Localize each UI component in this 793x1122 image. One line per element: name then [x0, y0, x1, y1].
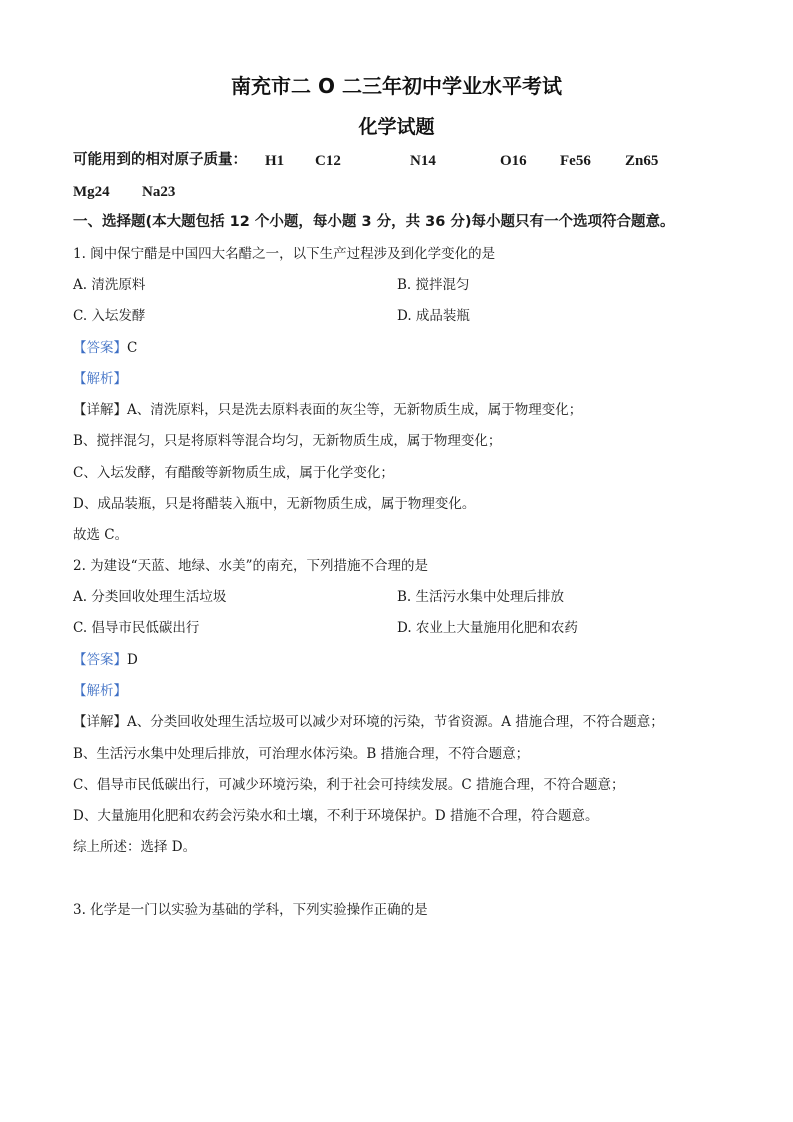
- atomic-mass-na: Na23: [142, 184, 176, 200]
- section-heading: 一、选择题(本大题包括 12 个小题，每小题 3 分，共 36 分)每小题只有一个选项符合题意。: [73, 214, 675, 230]
- question-1-detail-line-1: [73, 401, 582, 419]
- question-2-option-d: D. 农业上大量施用化肥和农药: [397, 620, 578, 636]
- question-1-option-c: C. 入坛发酵: [73, 308, 146, 324]
- question-2-detail-line-3: C、倡导市民低碳出行，可减少环境污染，利于社会可持续发展。C 措施合理，不符合题意；: [73, 777, 625, 793]
- detail-text: A、清洗原料，只是洗去原料表面的灰尘等，无新物质生成，属于物理变化；: [127, 402, 583, 418]
- question-2-conclusion: 综上所述：选择 D。: [73, 839, 197, 855]
- question-2-detail-line-1: [73, 713, 664, 731]
- atomic-mass-o: O16: [500, 153, 527, 169]
- question-1-detail-line-4: D、成品装瓶，只是将醋装入瓶中，无新物质生成，属于物理变化。: [73, 496, 476, 512]
- atomic-mass-h: H1: [265, 153, 285, 169]
- question-3-stem: 3. 化学是一门以实验为基础的学科，下列实验操作正确的是: [73, 902, 428, 918]
- question-2-stem: 2. 为建设“天蓝、地绿、水美”的南充，下列措施不合理的是: [73, 558, 428, 574]
- question-2-detail-line-2: B、生活污水集中处理后排放，可治理水体污染。B 措施合理，不符合题意；: [73, 746, 530, 762]
- question-2-answer: [73, 651, 138, 669]
- atomic-mass-c: C12: [315, 153, 341, 169]
- question-2-analysis-label: 【解析】: [73, 683, 127, 699]
- question-1-detail-line-3: C、入坛发酵，有醋酸等新物质生成，属于化学变化；: [73, 465, 394, 481]
- detail-text: A、分类回收处理生活垃圾可以减少对环境的污染，节省资源。A 措施合理，不符合题意；: [127, 714, 664, 730]
- atomic-mass-n: N14: [410, 153, 436, 169]
- atomic-mass-label: 可能用到的相对原子质量：: [73, 152, 247, 168]
- detail-label: 【详解】: [73, 714, 127, 730]
- question-2-option-b: B. 生活污水集中处理后排放: [397, 589, 565, 605]
- answer-label: 【答案】: [73, 652, 127, 668]
- answer-value: D: [127, 652, 138, 668]
- atomic-mass-zn: Zn65: [625, 153, 659, 169]
- question-1-stem: 1. 阆中保宁醋是中国四大名醋之一，以下生产过程涉及到化学变化的是: [73, 246, 496, 262]
- question-2-detail-line-4: D、大量施用化肥和农药会污染水和土壤，不利于环境保护。D 措施不合理，符合题意。: [73, 808, 599, 824]
- question-1-answer: [73, 339, 137, 357]
- question-1-option-a: A. 清洗原料: [73, 277, 146, 293]
- question-2-option-a: A. 分类回收处理生活垃圾: [73, 589, 227, 605]
- atomic-mass-fe: Fe56: [560, 153, 591, 169]
- detail-label: 【详解】: [73, 402, 127, 418]
- question-1-conclusion: 故选 C。: [73, 527, 129, 543]
- question-1-detail-line-2: B、搅拌混匀，只是将原料等混合均匀，无新物质生成，属于物理变化；: [73, 433, 502, 449]
- exam-subtitle: 化学试题: [358, 116, 435, 138]
- question-1-option-d: D. 成品装瓶: [397, 308, 470, 324]
- question-1-analysis-label: 【解析】: [73, 371, 127, 387]
- answer-value: C: [127, 340, 138, 356]
- exam-title: 南充市二 O 二三年初中学业水平考试: [231, 74, 562, 98]
- answer-label: 【答案】: [73, 340, 127, 356]
- atomic-mass-mg: Mg24: [73, 184, 110, 200]
- question-1-option-b: B. 搅拌混匀: [397, 277, 470, 293]
- question-2-option-c: C. 倡导市民低碳出行: [73, 620, 200, 636]
